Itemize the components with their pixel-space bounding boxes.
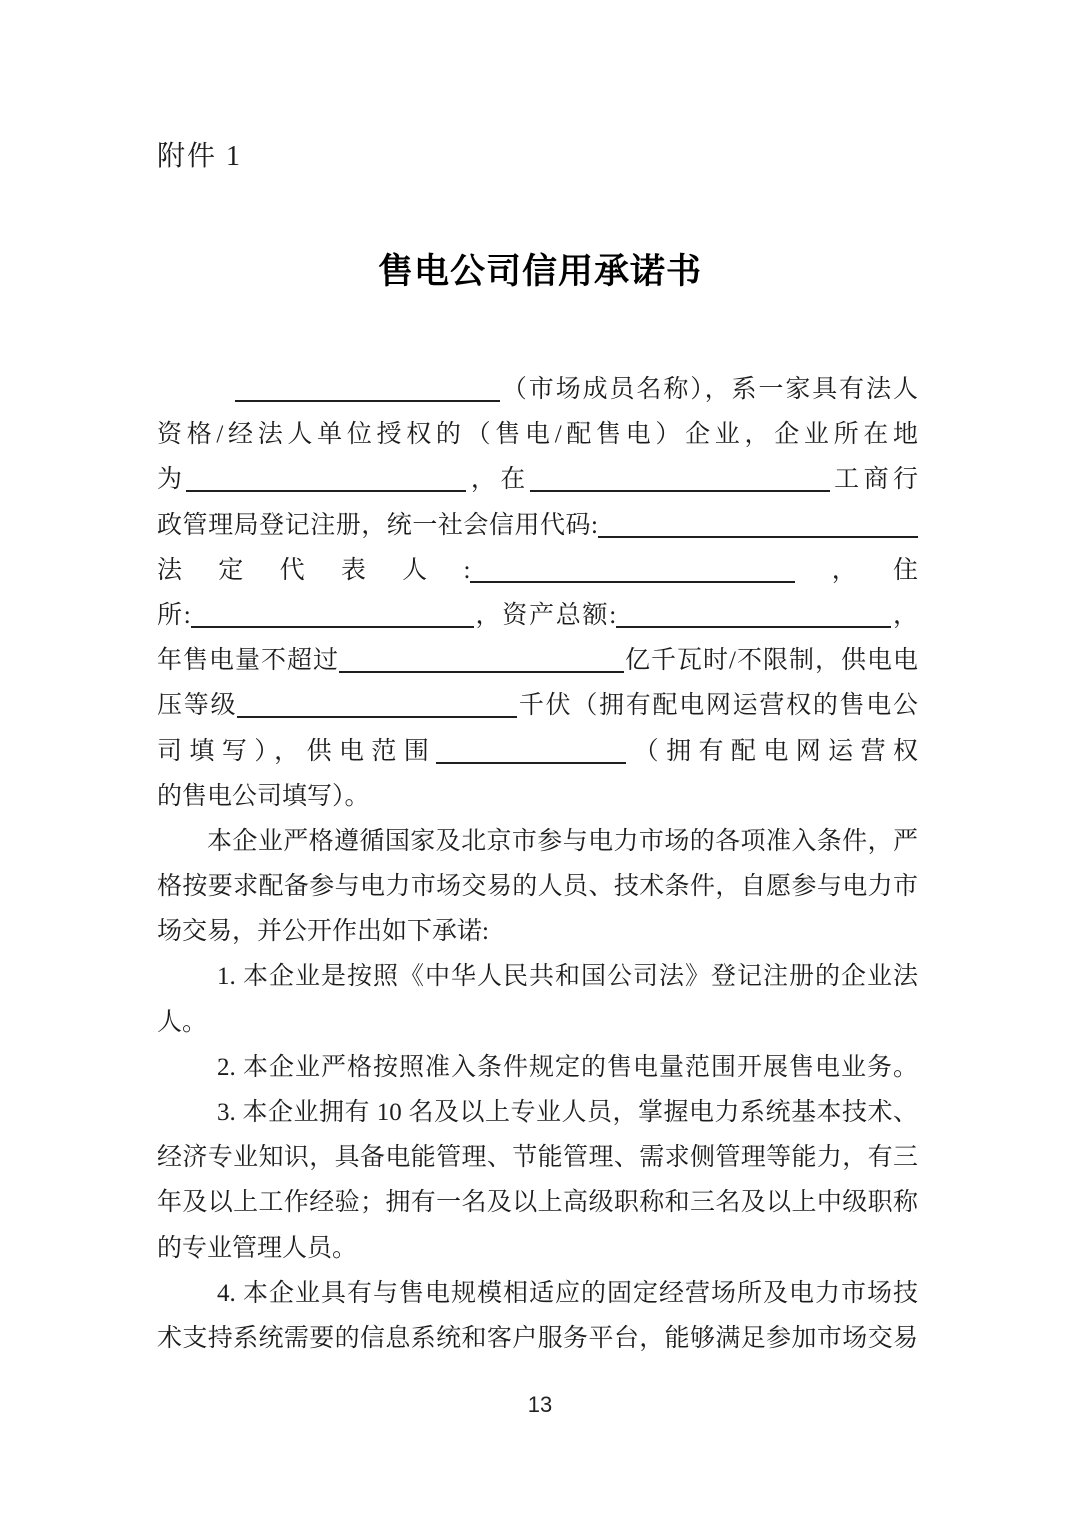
text-run: 2. 本企业严格按照准入条件规定的售电量范围开展售电业务。 <box>217 1053 918 1081</box>
text-run: （拥有配电网运营权 <box>626 737 918 765</box>
document-line <box>157 1226 918 1271</box>
document-line <box>157 1045 918 1090</box>
fill-in-blank <box>530 470 830 492</box>
document-line <box>157 1316 918 1361</box>
text-run: 的专业管理人员。 <box>157 1234 358 1262</box>
attachment-label: 附件 1 <box>157 141 243 172</box>
text-run: 3. 本企业拥有 10 名及以上专业人员，掌握电力系统基本技术、 <box>217 1099 918 1126</box>
fill-in-blank <box>237 696 517 718</box>
document-line <box>157 729 918 774</box>
fill-in-blank <box>436 742 626 764</box>
document-line <box>157 593 918 638</box>
fill-in-blank <box>235 380 500 402</box>
text-run: ，住 <box>795 556 918 584</box>
page-number: 13 <box>527 1392 553 1417</box>
document-line <box>157 774 918 819</box>
text-run: 所: <box>157 601 191 629</box>
document-title: 售电公司信用承诺书 <box>377 252 702 291</box>
fill-in-blank <box>598 516 918 538</box>
text-run: 法定代表人: <box>157 556 471 584</box>
text-run: 亿千瓦时/不限制，供电电 <box>624 647 918 675</box>
document-line <box>157 954 918 999</box>
document-line <box>157 1271 918 1316</box>
document-line <box>157 457 918 502</box>
document-line <box>157 909 918 954</box>
text-run: 1. 本企业是按照《中华人民共和国公司法》登记注册的企业法 <box>217 963 918 991</box>
text-run: （市场成员名称），系一家具有法人 <box>500 376 918 403</box>
document-line <box>157 548 918 593</box>
fill-in-blank <box>339 651 624 673</box>
text-run: 人。 <box>157 1008 208 1036</box>
document-line <box>157 819 918 864</box>
text-run: 年及以上工作经验；拥有一名及以上高级职称和三名及以上中级职称 <box>157 1189 918 1217</box>
text-run: 本企业严格遵循国家及北京市参与电力市场的各项准入条件，严 <box>207 827 918 855</box>
text-run: 工商行 <box>829 466 918 494</box>
text-run: 千伏（拥有配电网运营权的售电公 <box>517 692 918 720</box>
document-line <box>157 367 918 412</box>
document-line <box>157 638 918 683</box>
document-line <box>157 1180 918 1225</box>
fill-in-blank <box>616 606 891 628</box>
fill-in-blank <box>191 606 474 628</box>
text-run: 4. 本企业具有与售电规模相适应的固定经营场所及电力市场技 <box>217 1279 918 1307</box>
text-run: ， <box>891 601 918 629</box>
text-run: 司填写），供电范围 <box>157 737 437 765</box>
text-run: 术支持系统需要的信息系统和客户服务平台，能够满足参加市场交易 <box>157 1324 918 1352</box>
document-line <box>157 683 918 728</box>
text-run: 场交易，并公开作出如下承诺: <box>157 918 489 946</box>
fill-in-blank <box>186 470 466 492</box>
text-run: 的售电公司填写）。 <box>157 782 370 810</box>
document-line <box>157 1090 918 1135</box>
text-run: ，资产总额: <box>473 601 617 629</box>
document-line <box>157 1135 918 1180</box>
document-line <box>157 412 918 457</box>
text-run: 资格/经法人单位授权的（售电/配售电）企业，企业所在地 <box>157 421 918 449</box>
text-run: 经济专业知识，具备电能管理、节能管理、需求侧管理等能力，有三 <box>157 1144 918 1172</box>
text-run: 为 <box>157 466 187 494</box>
document-line <box>157 1000 918 1045</box>
fill-in-blank <box>470 561 795 583</box>
text-run: ，在 <box>466 466 530 494</box>
text-run: 年售电量不超过 <box>157 647 340 675</box>
document-body <box>157 367 918 1361</box>
text-run: 压等级 <box>157 692 238 720</box>
document-line <box>157 864 918 909</box>
text-run: 政管理局登记注册，统一社会信用代码: <box>157 511 598 539</box>
text-run: 格按要求配备参与电力市场交易的人员、技术条件，自愿参与电力市 <box>157 873 918 901</box>
document-line <box>157 503 918 548</box>
